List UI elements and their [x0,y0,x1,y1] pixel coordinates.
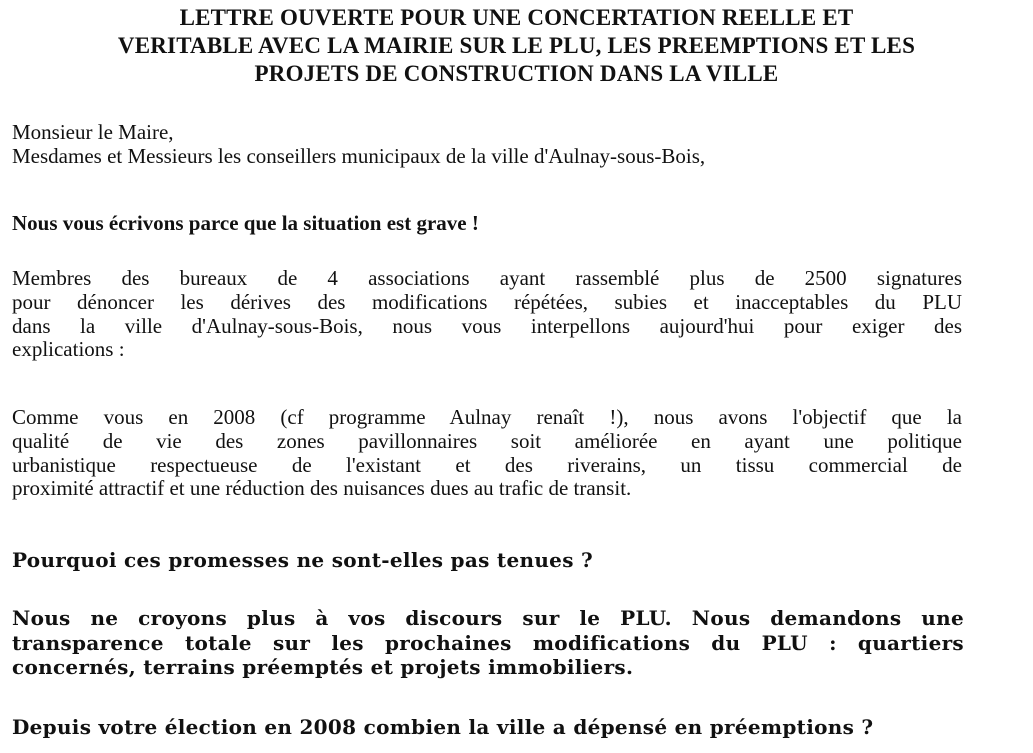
paragraph-line: dans la ville d'Aulnay-sous-Bois, nous vous interpellons aujourd'hui pour exiger des [12,313,962,338]
alert-statement [12,212,479,236]
paragraph-line: pour dénoncer les dérives des modifications répétées, subies et inacceptables du PLU [12,289,962,314]
alert-line: Nous vous écrivons parce que la situation est grave ! [12,211,479,235]
question-line: Depuis votre élection en 2008 combien la ville a dépensé en préemptions ? [12,715,874,739]
paragraph-associations [12,267,962,362]
question-preemptions [12,715,873,740]
paragraph-line: Comme vous en 2008 (cf programme Aulnay renaît !), nous avons l'objectif que la [12,405,962,429]
salutation [12,121,705,169]
paragraph-objectives [12,406,962,501]
salutation-line: Monsieur le Maire, [12,120,174,144]
paragraph-line: explications : [12,337,125,362]
paragraph-line: Membres des bureaux de 4 associations ayant rassemblé plus de 2500 signatures [12,266,962,290]
title-line: VERITABLE AVEC LA MAIRIE SUR LE PLU, LES PREEMPTIONS ET LES [117,33,916,58]
paragraph-line: urbanistique respectueuse de l'existant et des riverains, un tissu commercial de [12,452,962,477]
demand-line: concernés, terrains préemptés et projets immobiliers. [12,655,634,679]
letter-title [0,4,1033,88]
demand-line: transparence totale sur les prochaines modifications du PLU : quartiers [12,630,964,655]
title-line: PROJETS DE CONSTRUCTION DANS LA VILLE [254,61,779,86]
paragraph-line: proximité attractif et une réduction des nuisances dues au trafic de transit. [12,476,632,501]
paragraph-line: qualité de vie des zones pavillonnaires soit améliorée en ayant une politique [12,428,962,453]
question-line: Pourquoi ces promesses ne sont-elles pas tenues ? [12,548,594,572]
question-promises [12,548,593,573]
demand-transparency [12,606,964,680]
title-line: LETTRE OUVERTE POUR UNE CONCERTATION REELLE ET [179,5,854,30]
demand-line: Nous ne croyons plus à vos discours sur le PLU. Nous demandons une [12,606,964,630]
salutation-line: Mesdames et Messieurs les conseillers municipaux de la ville d'Aulnay-sous-Bois, [12,143,706,168]
